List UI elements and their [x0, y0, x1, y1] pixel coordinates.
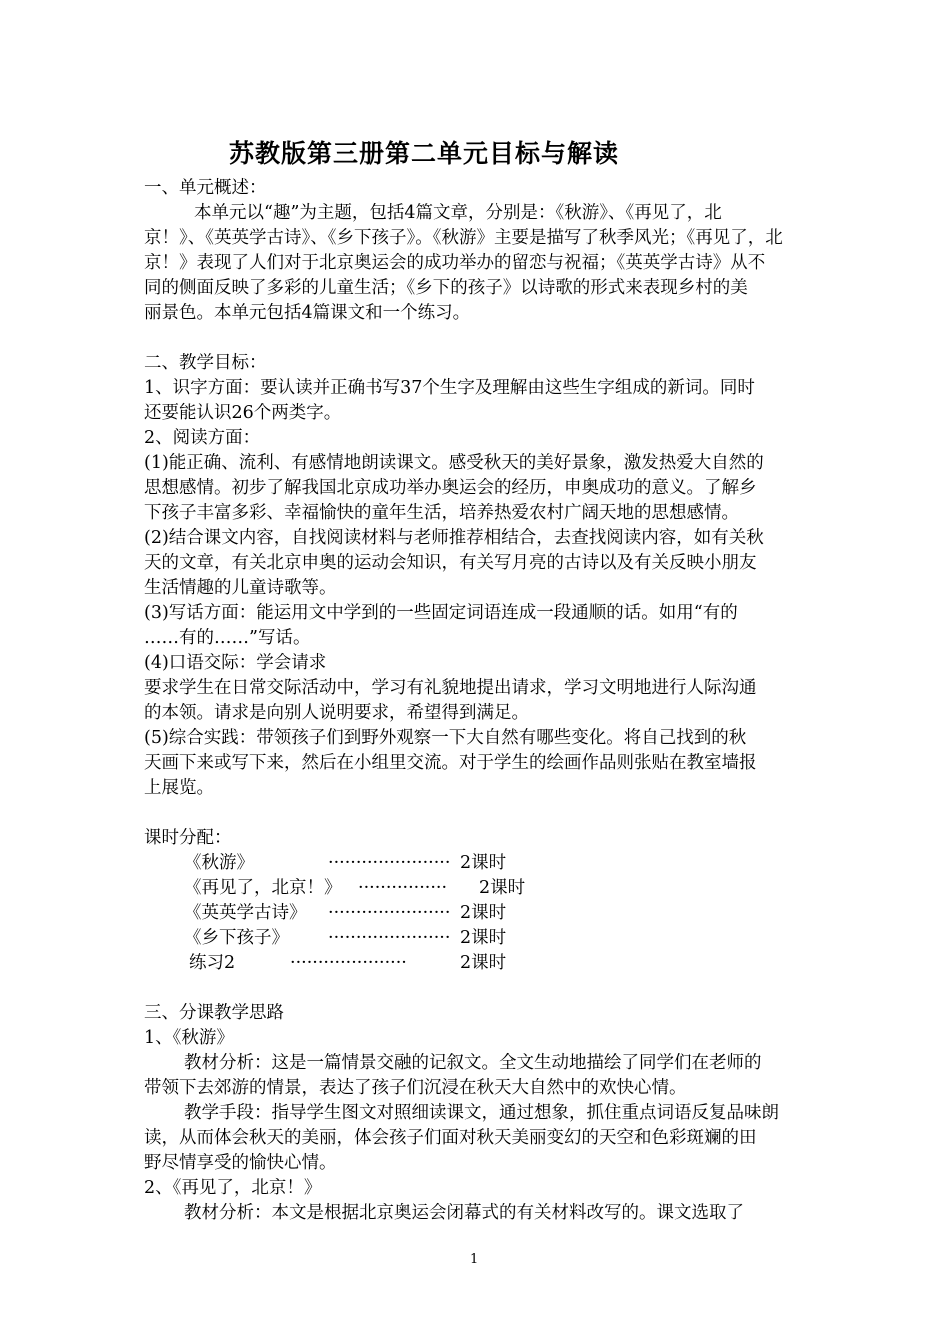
- paragraph-line: 天画下来或写下来，然后在小组里交流。对于学生的绘画作品则张贴在教室墙报: [144, 753, 757, 773]
- schedule-hours: 2课时: [460, 928, 507, 948]
- paragraph-line: (5)综合实践：带领孩子们到野外观察一下大自然有哪些变化。将自己找到的秋: [144, 728, 747, 748]
- paragraph-line: 天的文章，有关北京申奥的运动会知识，有关写月亮的古诗以及有关反映小朋友: [144, 553, 757, 573]
- schedule-hours: 2课时: [479, 878, 526, 898]
- paragraph-line: 读，从而体会秋天的美丽，体会孩子们面对秋天美丽变幻的天空和色彩斑斓的田: [144, 1128, 757, 1148]
- schedule-row: [144, 901, 810, 926]
- paragraph-line: ……有的……”写话。: [144, 628, 311, 648]
- lesson-title: 1、《秋游》: [144, 1028, 234, 1048]
- document-title: 苏教版第三册第二单元目标与解读: [229, 139, 620, 168]
- schedule-hours: 2课时: [460, 853, 507, 873]
- paragraph-line: 丽景色。本单元包括4篇课文和一个练习。: [144, 303, 471, 323]
- blank-line: [144, 326, 810, 351]
- paragraph-line: (4)口语交际：学会请求: [144, 653, 327, 673]
- paragraph-line: (1)能正确、流利、有感情地朗读课文。感受秋天的美好景象，激发热爱大自然的: [144, 453, 764, 473]
- schedule-dots: ················: [358, 878, 448, 898]
- paragraph-line: 要求学生在日常交际活动中，学习有礼貌地提出请求，学习文明地进行人际沟通: [144, 678, 757, 698]
- paragraph-line: 京！》表现了人们对于北京奥运会的成功举办的留恋与祝福；《英英学古诗》从不: [144, 253, 766, 273]
- schedule-heading: 课时分配：: [144, 828, 232, 848]
- schedule-row: [144, 926, 810, 951]
- schedule-lesson-name: 《乡下孩子》: [184, 928, 289, 948]
- paragraph-line: 的本领。请求是向别人说明要求，希望得到满足。: [144, 703, 529, 723]
- schedule-row: [144, 876, 810, 901]
- schedule-dots: ······················: [328, 928, 451, 948]
- paragraph-line: 教学手段：指导学生图文对照细读课文，通过想象，抓住重点词语反复品味朗: [184, 1103, 779, 1123]
- document-body: [144, 176, 810, 1226]
- schedule-dots: ······················: [328, 903, 451, 923]
- section-heading-goals: 二、教学目标：: [144, 353, 267, 373]
- schedule-row: [144, 951, 810, 976]
- paragraph-line: 野尽情享受的愉快心情。: [144, 1153, 337, 1173]
- schedule-lesson-name: 《秋游》: [184, 853, 254, 873]
- paragraph-line: 2、阅读方面：: [144, 428, 261, 448]
- schedule-lesson-name: 《再见了，北京！》: [184, 878, 342, 898]
- paragraph-line: 生活情趣的儿童诗歌等。: [144, 578, 337, 598]
- paragraph-line: (3)写话方面：能运用文中学到的一些固定词语连成一段通顺的话。如用“有的: [144, 603, 738, 623]
- schedule-dots: ·····················: [290, 953, 407, 973]
- paragraph-line: 带领下去郊游的情景，表达了孩子们沉浸在秋天大自然中的欢快心情。: [144, 1078, 687, 1098]
- section-heading-lessons: 三、分课教学思路: [144, 1003, 284, 1023]
- blank-line: [144, 976, 810, 1001]
- schedule-row: [144, 851, 810, 876]
- paragraph-line: 京！》、《英英学古诗》、《乡下孩子》。《秋游》主要是描写了秋季风光；《再见了，北: [144, 228, 783, 248]
- schedule-dots: ······················: [328, 853, 451, 873]
- paragraph-line: (2)结合课文内容，自找阅读材料与老师推荐相结合，去查找阅读内容，如有关秋: [144, 528, 764, 548]
- paragraph-line: 1、识字方面：要认读并正确书写37个生字及理解由这些生字组成的新词。同时: [144, 378, 755, 398]
- paragraph-line: 教材分析：这是一篇情景交融的记叙文。全文生动地描绘了同学们在老师的: [184, 1053, 762, 1073]
- paragraph-line: 还要能认识26个两类字。: [144, 403, 342, 423]
- schedule-lesson-name: 《英英学古诗》: [184, 903, 307, 923]
- paragraph-line: 本单元以“趣”为主题，包括4篇文章，分别是：《秋游》、《再见了，北: [194, 203, 722, 223]
- schedule-hours: 2课时: [460, 953, 507, 973]
- paragraph-line: 同的侧面反映了多彩的儿童生活；《乡下的孩子》以诗歌的形式来表现乡村的美: [144, 278, 748, 298]
- paragraph-line: 下孩子丰富多彩、幸福愉快的童年生活，培养热爱农村广阔天地的思想感情。: [144, 503, 739, 523]
- schedule-hours: 2课时: [460, 903, 507, 923]
- schedule-lesson-name: 练习2: [189, 953, 236, 973]
- section-heading-overview: 一、单元概述：: [144, 178, 267, 198]
- blank-line: [144, 801, 810, 826]
- page-number: 1: [470, 1252, 479, 1267]
- lesson-title: 2、《再见了，北京！》: [144, 1178, 322, 1198]
- paragraph-line: 思想感情。初步了解我国北京成功举办奥运会的经历，申奥成功的意义。了解乡: [144, 478, 757, 498]
- paragraph-line: 上展览。: [144, 778, 214, 798]
- paragraph-line: 教材分析：本文是根据北京奥运会闭幕式的有关材料改写的。课文选取了: [184, 1203, 744, 1223]
